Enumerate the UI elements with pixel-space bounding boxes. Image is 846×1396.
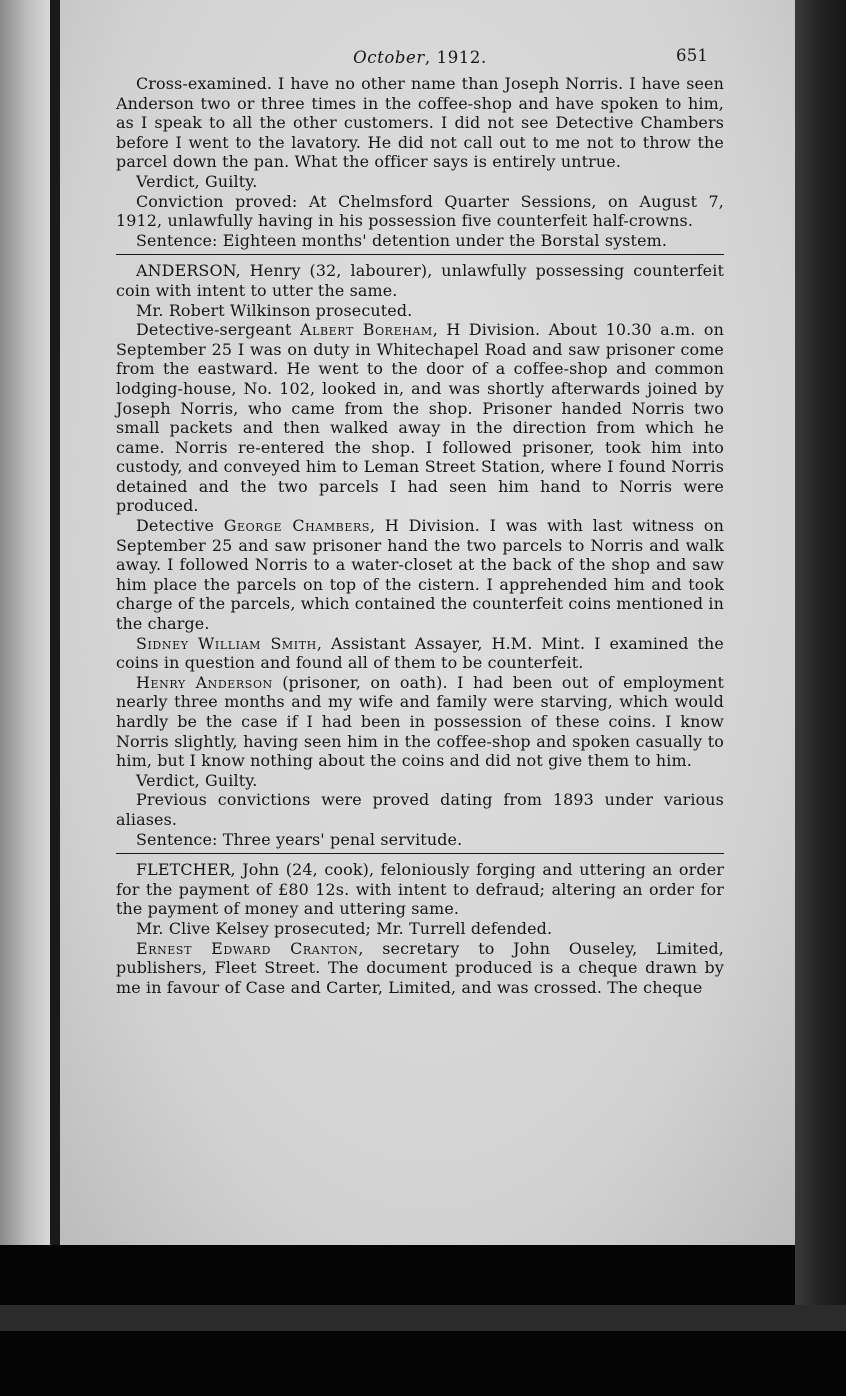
case-divider [116, 853, 724, 854]
page-number: 651 [676, 46, 708, 65]
case-section [116, 74, 724, 250]
text-run: (prisoner, on oath). I had been out of employment nearly three months and my wife and family were starving, which would hardly be the case if I had been in possession of these coins. I know Norris slightly, having seen him in the coffee-shop and spoken casually to him, but I know nothing about the coins and did not give them to him. [116, 672, 724, 771]
witness-name: Albert Boreham [300, 320, 433, 340]
text-run: Sentence: Three years' penal servitude. [136, 829, 463, 849]
text-run: ANDERSON, Henry (32, labourer), unlawfully possessing counterfeit coin with intent to utter the same. [116, 261, 724, 300]
scan-right-edge [795, 0, 846, 1320]
paragraph [116, 320, 724, 516]
paragraph [116, 74, 724, 172]
paragraph [116, 301, 724, 321]
facing-page-edge [0, 0, 50, 1245]
page-text [116, 40, 724, 997]
page-body [116, 74, 724, 997]
text-run: FLETCHER, John (24, cook), feloniously forging and uttering an order for the payment of £80 12s. with intent to defraud; altering an order for the payment of money and uttering same. [116, 860, 724, 919]
page-header [116, 40, 724, 74]
text-run: Mr. Robert Wilkinson prosecuted. [136, 300, 413, 320]
text-run: Detective-sergeant [136, 320, 300, 340]
book-gutter [50, 0, 60, 1245]
paragraph [116, 860, 724, 919]
text-run: Verdict, Guilty. [136, 171, 258, 191]
running-head-month: October [353, 48, 425, 67]
witness-name: George Chambers [223, 516, 371, 536]
case-divider [116, 254, 724, 255]
running-head [116, 48, 724, 68]
text-run: Previous convictions were proved dating from 1893 under various aliases. [116, 790, 724, 829]
paragraph [116, 231, 724, 251]
running-head-year: , 1912. [424, 48, 487, 67]
text-run: , secretary to John Ouseley, Limited, publishers, Fleet Street. The document produced is a cheque drawn by me in favour of Case and Carter, Limited, and was crossed. The cheque [116, 938, 724, 997]
case-section [116, 860, 724, 997]
text-run: Cross-examined. I have no other name than Joseph Norris. I have seen Anderson two or three times in the coffee-shop and have spoken to him, as I speak to all the other customers. I did not see Detective Chambers before I went to the lavatory. He did not call out to me not to throw the parcel down the pan. What the officer says is entirely untrue. [116, 74, 724, 172]
paragraph [116, 634, 724, 673]
text-run: , H Division. About 10.30 a.m. on September 25 I was on duty in Whitechapel Road and saw prisoner come from the eastward. He went to the door of a coffee-shop and common lodging-house, No. 102, looked in, and was shortly afterwards joined by Joseph Norris, who came from the shop. Prisoner handed Norris two small packets and then walked away in the direction from which he came. Norris re-entered the shop. I followed prisoner, took him into custody, and conveyed him to Leman Street Station, where I found Norris detained and the two parcels I had seen him hand to Norris were produced. [116, 320, 724, 516]
text-run: , H Division. I was with last witness on September 25 and saw prisoner hand the two parcels to Norris and walk away. I followed Norris to a water-closet at the back of the shop and saw him place the parcels on top of the cistern. I apprehended him and took charge of the parcels, which contained the counterfeit coins mentioned in the charge. [116, 516, 724, 634]
text-run: Detective [136, 516, 224, 536]
case-section [116, 261, 724, 849]
witness-name: Henry Anderson [136, 672, 273, 692]
paragraph [116, 790, 724, 829]
text-run: , Assistant Assayer, H.M. Mint. I examined the coins in question and found all of them to be counterfeit. [116, 633, 724, 673]
paragraph [116, 919, 724, 939]
witness-name: Sidney William Smith [136, 633, 317, 653]
text-run: Verdict, Guilty. [136, 770, 258, 790]
paragraph [116, 673, 724, 771]
witness-name: Ernest Edward Cranton [136, 938, 359, 958]
text-run: Mr. Clive Kelsey prosecuted; Mr. Turrell defended. [136, 918, 553, 938]
paragraph [116, 261, 724, 300]
text-run: Conviction proved: At Chelmsford Quarter Sessions, on August 7, 1912, unlawfully having in his possession five counterfeit half-crowns. [116, 191, 724, 231]
paragraph [116, 516, 724, 634]
scan-bottom-band [0, 1305, 846, 1331]
paragraph [116, 771, 724, 791]
paragraph [116, 830, 724, 850]
paragraph [116, 172, 724, 192]
paragraph [116, 192, 724, 231]
paragraph [116, 939, 724, 998]
text-run: Sentence: Eighteen months' detention under the Borstal system. [136, 230, 668, 250]
